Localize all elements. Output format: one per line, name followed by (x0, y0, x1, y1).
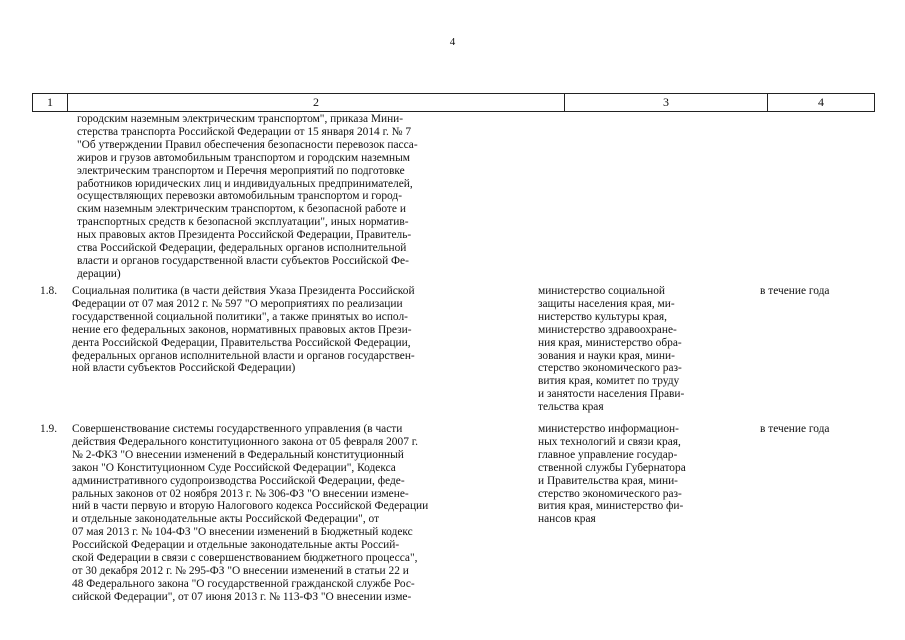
text-line: ственной службы Губернатора (538, 461, 686, 474)
text-line: сийской Федерации", от 07 июня 2013 г. № 113-ФЗ "О внесении изме- (72, 590, 412, 603)
text-line: Социальная политика (в части действия Указа Президента Российской (72, 285, 415, 297)
text-line: электрическим транспортом и Перечня мероприятий по подготовке (77, 164, 405, 177)
table-row (32, 423, 875, 613)
text-line: и занятости населения Прави- (538, 388, 685, 401)
text-line: осуществляющих перевозки автомобильным транспортом и город- (77, 190, 402, 203)
row-text (77, 113, 567, 281)
text-line: ния края, министерство обра- (538, 336, 682, 349)
text-line: нение его федеральных законов, нормативных правовых актов Прези- (72, 323, 412, 336)
row-number: 1.9. (40, 423, 58, 435)
text-line: ства Российской Федерации, федеральных органов исполнительной (77, 242, 407, 255)
text-line: зования и науки края, мини- (538, 349, 675, 362)
text-line: и отдельные законодательные акты Российской Федерации", от (72, 513, 380, 526)
text-line: ний в части первую и вторую Налогового кодекса Российской Федерации (72, 500, 429, 513)
table-header-row (32, 93, 875, 112)
text-line: федеральных органов исполнительной власти и органов государствен- (72, 349, 415, 362)
text-line: тельства края (538, 401, 604, 414)
text-line: стерство экономического раз- (538, 487, 682, 500)
text-line: дерации) (77, 267, 121, 280)
text-line: государственной социальной политики", а также принятых во испол- (72, 310, 408, 323)
text-line: городским наземным электрическим транспортом", приказа Мини- (77, 113, 404, 125)
row-term: в течение года (760, 285, 830, 297)
text-line: административного судопроизводства Российской Федерации, феде- (72, 474, 405, 487)
text-line: 07 мая 2013 г. № 104-ФЗ "О внесении изменений в Бюджетный кодекс (72, 526, 413, 539)
row-text (72, 423, 562, 604)
table-row (32, 285, 875, 421)
text-line: вития края, комитет по труду (538, 375, 680, 388)
text-line: нансов края (538, 513, 596, 526)
text-line: министерство здравоохране- (538, 323, 677, 336)
text-line: стерства транспорта Российской Федерации от 15 января 2014 г. № 7 (77, 125, 412, 138)
page-number: 4 (449, 36, 456, 48)
text-line: и Правительства края, мини- (538, 474, 678, 487)
header-col-2: 2 (68, 94, 565, 111)
text-line: ральных законов от 02 ноября 2013 г. № 306-ФЗ "О внесении измене- (72, 487, 409, 500)
text-line: 48 Федерального закона "О государственной гражданской службе Рос- (72, 577, 415, 590)
text-line: "Об утверждении Правил обеспечения безопасности перевозок пасса- (77, 138, 418, 151)
row-term: в течение года (760, 423, 830, 435)
text-line: от 30 декабря 2012 г. № 295-ФЗ "О внесении изменений в статьи 22 и (72, 564, 409, 577)
header-col-4: 4 (818, 95, 824, 109)
text-line: ной власти субъектов Российской Федерации) (72, 362, 296, 375)
text-line: вития края, министерство фи- (538, 500, 684, 513)
text-line: транспортных средств к безопасной эксплуатации", иных норматив- (77, 216, 409, 229)
row-executor (538, 285, 734, 414)
header-col-1: 1 (33, 94, 68, 111)
row-executor (538, 423, 734, 526)
text-line: ским наземным электрическим транспортом, к безопасной работе и (77, 203, 406, 216)
text-line: ных правовых актов Президента Российской Федерации, Правитель- (77, 229, 412, 242)
table-row (32, 113, 875, 283)
text-line: стерство экономического раз- (538, 362, 682, 375)
text-line: ской Федерации в связи с совершенствованием бюджетного процесса", (72, 552, 418, 565)
row-number: 1.8. (40, 285, 58, 297)
text-line: власти и органов государственной власти субъектов Российской Фе- (77, 254, 409, 267)
text-line: действия Федерального конституционного закона от 05 февраля 2007 г. (72, 435, 418, 448)
text-line: закон "О Конституционном Суде Российской Федерации", Кодекса (72, 461, 396, 474)
header-col-3: 3 (565, 94, 768, 111)
text-line: Российской Федерации и отдельные законодательные акты Россий- (72, 539, 400, 552)
text-line: Совершенствование системы государственного управления (в части (72, 423, 403, 435)
text-line: Федерации от 07 мая 2012 г. № 597 "О мероприятиях по реализации (72, 297, 403, 310)
text-line: работников юридических лиц и индивидуальных предпринимателей, (77, 177, 413, 190)
text-line: дента Российской Федерации, Правительства Российской Федерации, (72, 336, 411, 349)
text-line: министерство информацион- (538, 423, 679, 435)
text-line: ных технологий и связи края, (538, 435, 681, 448)
text-line: жиров и грузов автомобильным транспортом и городским наземным (77, 151, 410, 164)
row-text (72, 285, 562, 375)
text-line: нистерство культуры края, (538, 310, 667, 323)
text-line: главное управление государ- (538, 448, 678, 461)
text-line: министерство социальной (538, 285, 666, 297)
text-line: № 2-ФКЗ "О внесении изменений в Федеральный конституционный (72, 448, 404, 461)
text-line: защиты населения края, ми- (538, 297, 675, 310)
document-table (32, 93, 875, 603)
